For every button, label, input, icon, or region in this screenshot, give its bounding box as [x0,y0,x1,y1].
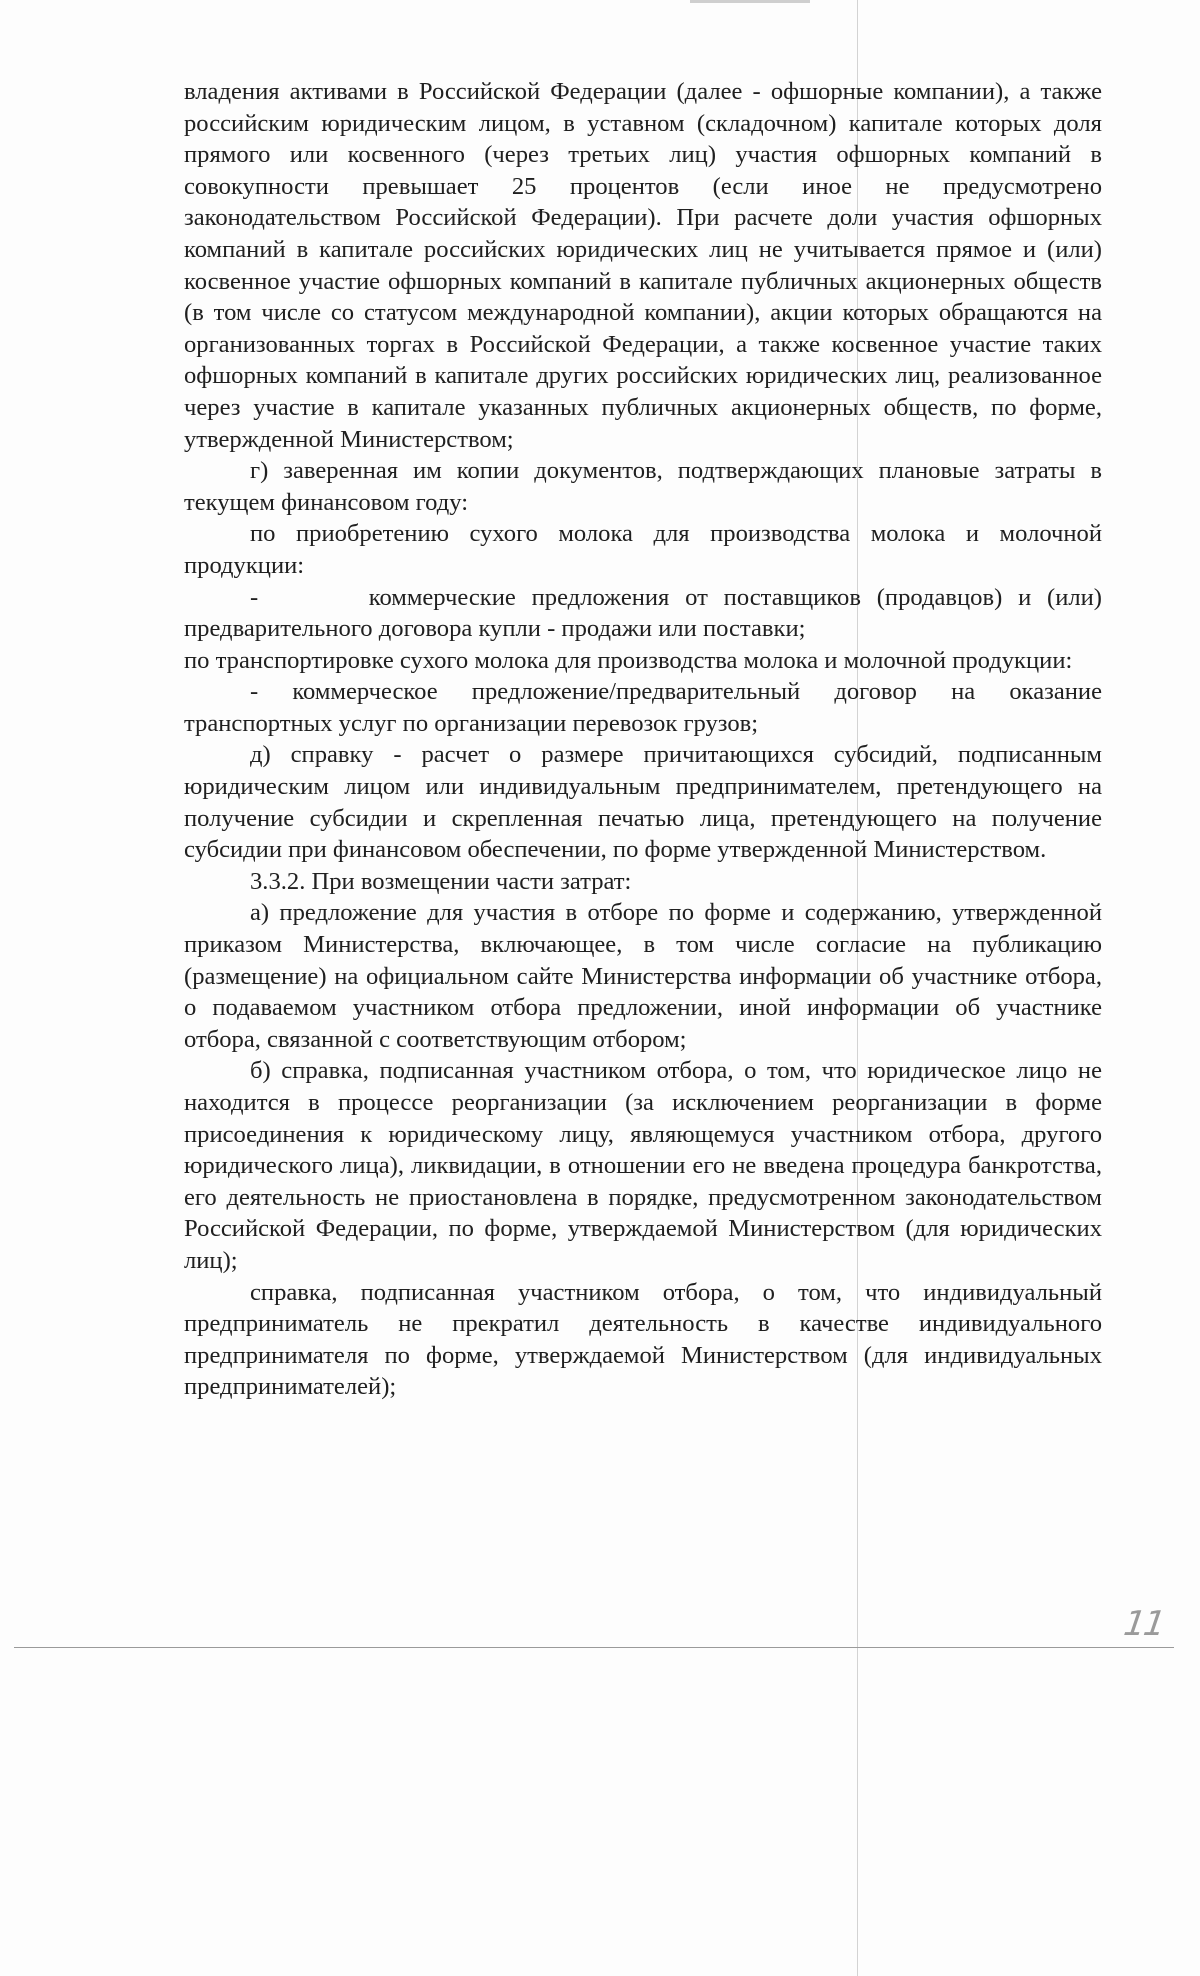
document-body [184,76,1109,1403]
paragraph-commercial-offers: - коммерческие предложения от поставщиков (продавцов) и (или) предварительного договора купли - продажи или поставки; [184,583,1109,643]
scan-artifact-top [690,0,810,3]
paragraph-item-a: а) предложение для участия в отборе по форме и содержанию, утвержденной приказом Министерства, включающее, в том числе согласие на публикацию (размещение) на официальном сайте Министерства информации об участнике отбора, о подаваемом участником отбора предложении, иной информации об участнике отбора, связанной с соответствующим отбором; [184,899,1102,1053]
paragraph-item-d: д) справку - расчет о размере причитающихся субсидий, подписанным юридическим лицом или индивидуальным предпринимателем, претендующего на получение субсидии и скрепленная печатью лица, претендующего на получение субсидии при финансовом обеспечении, по форме утвержденной Министерством. [184,741,1102,864]
paragraph-item-b: б) справка, подписанная участником отбора, о том, что юридическое лицо не находится в процессе реорганизации (за исключением реорганизации в форме присоединения к юридическому лицу, являющемуся участником отбора, другого юридического лица), ликвидации, в отношении его не введена процедура банкротства, его деятельность не приостановлена в порядке, предусмотренном законодательством Российской Федерации, по форме, утверждаемой Министерством (для юридических лиц); [184,1057,1102,1274]
paragraph-entrepreneur-certificate: справка, подписанная участником отбора, о том, что индивидуальный предприниматель не прекратил деятельность в качестве индивидуального предпринимателя по форме, утверждаемой Министерством (для индивидуальных предпринимателей); [184,1278,1102,1401]
paragraph-transport-milk: по транспортировке сухого молока для производства молока и молочной продукции: [184,646,1073,674]
paragraph-item-g: г) заверенная им копии документов, подтверждающих плановые затраты в текущем финансовом году: [184,457,1102,516]
section-heading-3-3-2: 3.3.2. При возмещении части затрат: [250,867,632,895]
bottom-rule [14,1647,1174,1648]
handwritten-page-number: 11 [1121,1604,1167,1644]
paragraph-transport-offer: - коммерческое предложение/предварительный договор на оказание транспортных услуг по организации перевозок грузов; [184,678,1102,737]
paragraph-offshore-continuation: владения активами в Российской Федерации (далее - офшорные компании), а также российским юридическим лицом, в уставном (складочном) капитале которых доля прямого или косвенного (через третьих лиц) участия офшорных компаний в совокупности превышает 25 процентов (если иное не предусмотрено законодательством Российской Федерации). При расчете доли участия офшорных компаний в капитале российских юридических лиц не учитывается прямое и (или) косвенное участие офшорных компаний в капитале публичных акционерных обществ (в том числе со статусом международной компании), акции которых обращаются на организованных торгах в Российской Федерации, а также косвенное участие таких офшорных компаний в капитале других российских юридических лиц, реализованное через участие в капитале указанных публичных акционерных обществ, по форме, утвержденной Министерством; [184,78,1102,453]
paragraph-purchase-milk: по приобретению сухого молока для производства молока и молочной продукции: [184,520,1102,579]
